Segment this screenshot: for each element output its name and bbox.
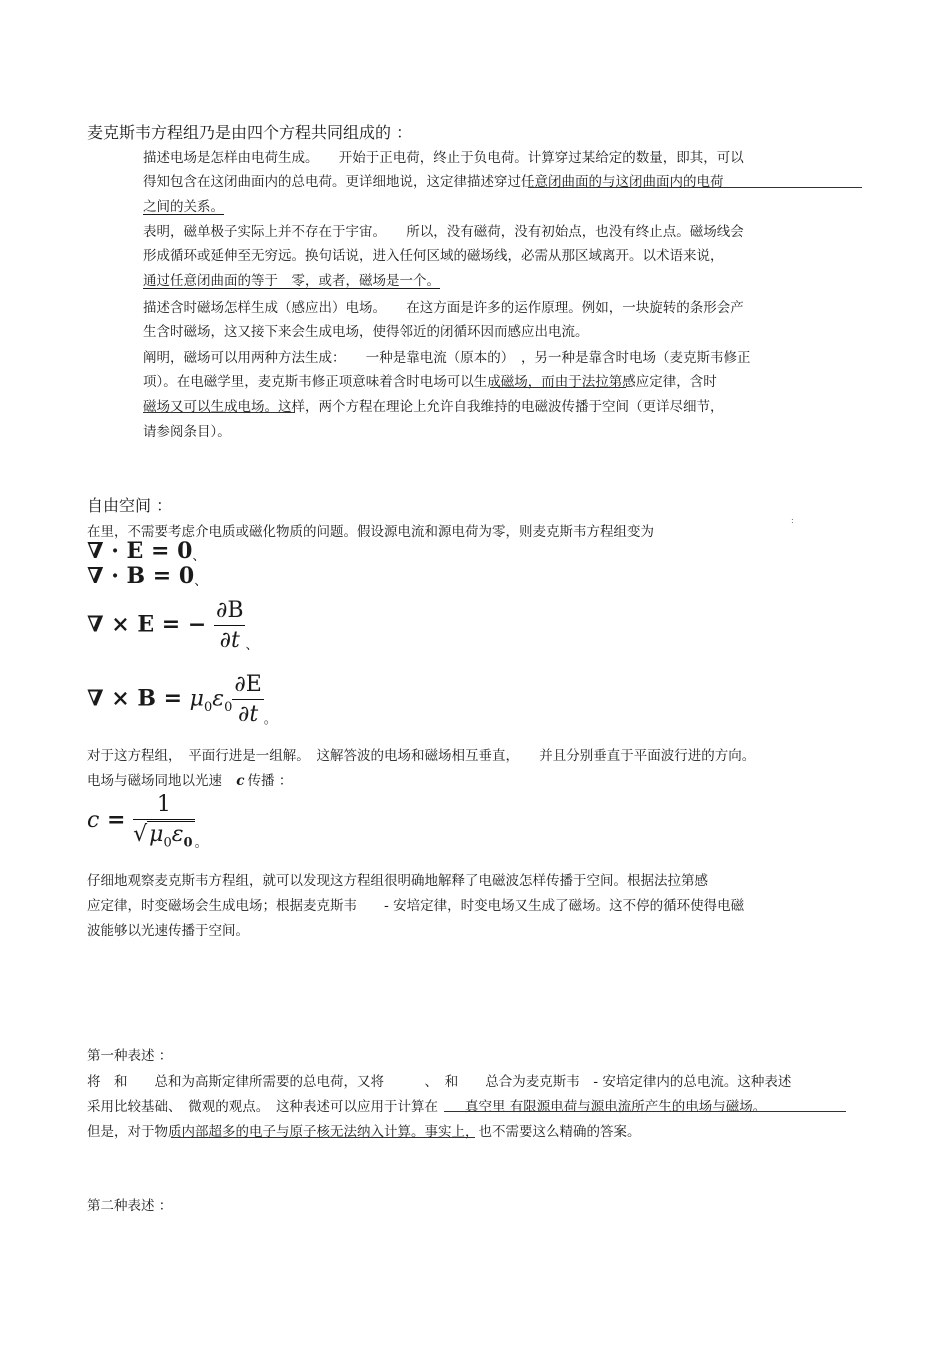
section-title-free-space: 自由空间 ： (87, 496, 173, 515)
ampere-line-3: 磁场又可以生成电场。这样，两个方程在理论上允许自我维持的电磁波传播于空间（更详尽细节， (143, 399, 724, 415)
gauss-law-line-3: 之间的关系。 (143, 199, 224, 215)
equation-curl-e: ∇ × E = − $\frac{\partial B}{\partial t}$ 、 (87, 598, 259, 653)
underline-rule (444, 1111, 846, 1112)
gauss-magnetism-line-1: 表明，磁单极子实际上并不存在于宇宙。 所以，没有磁荷，没有初始点，也没有终止点。磁场线会 (143, 224, 744, 240)
underline-rule (171, 1137, 475, 1138)
ampere-line-1: 阐明，磁场可以用两种方法生成： 一种是靠电流（原本的） ，另一种是靠含时电场（麦克斯韦修正 (143, 350, 751, 366)
free-space-intro: 在里，不需要考虑介电质或磁化物质的问题。假设源电流和源电荷为零，则麦克斯韦方程组变为 (87, 524, 654, 540)
section-title-first-form: 第一种表述 ： (87, 1048, 173, 1064)
faraday-line-2: 生含时磁场，这又接下来会生成电场，使得邻近的闭循环因而感应出电流。 (143, 324, 589, 340)
equation-punct: 、 (194, 574, 208, 589)
solution-line-2 (87, 769, 292, 789)
equation-div-e: ∇ · E = 0、 (87, 538, 206, 564)
faraday-line-1: 描述含时磁场怎样生成（感应出）电场。 在这方面是许多的运作原理。例如，一块旋转的条形会产 (143, 300, 744, 316)
ampere-line-4: 请参阅条目）。 (143, 424, 231, 440)
underline-rule (143, 412, 295, 413)
ampere-line-2: 项）。在电磁学里，麦克斯韦修正项意味着含时电场可以生成磁场，而由于法拉第感应定律，含时 (143, 374, 717, 390)
solution-line-2-pre: 电场与磁场同地以光速 (87, 773, 222, 789)
speed-symbol: c (236, 773, 245, 789)
first-form-line-1: 将 和 总和为高斯定律所需要的总电荷，又将 、 和 总合为麦克斯韦 - 安培定律内的总电流。这种表述 (87, 1074, 792, 1090)
equation-div-b: ∇ · B = 0、 (87, 563, 208, 589)
explanation-line-2: 应定律，时变磁场会生成电场；根据麦克斯韦 - 安培定律，时变电场又生成了磁场。这不停的循环使得电磁 (87, 898, 745, 914)
first-form-line-3: 但是，对于物质内部超多的电子与原子核无法纳入计算。事实上，也不需要这么精确的答案。 (87, 1124, 641, 1140)
equation-punct: 。 (263, 712, 277, 727)
section-title-second-form: 第二种表述 ： (87, 1198, 173, 1214)
solution-line-2-post: 传播 ： (247, 773, 293, 789)
gauss-law-line-1: 描述电场是怎样由电荷生成。 开始于正电荷，终止于负电荷。计算穿过某给定的数量，即其，可以 (143, 150, 744, 166)
solution-line-1: 对于这方程组， 平面行进是一组解。 这解答波的电场和磁场相互垂直， 并且分别垂直于平面波行进的方向。 (87, 748, 756, 764)
first-form-line-2: 采用比较基础、 微观的观点。 这种表述可以应用于计算在 真空里 有限源电荷与源电流所产生的电场与磁场。 (87, 1099, 767, 1115)
equation-curl-b: ∇ × $B = \mu_0\varepsilon_0$ $\frac{\partial E}{\partial t}$ 。 (87, 672, 277, 727)
underline-rule (490, 387, 626, 388)
equation-punct: 、 (192, 549, 206, 564)
gauss-magnetism-line-3: 通过任意闭曲面的等于 零，或者，磁场是一个。 (143, 273, 440, 289)
gauss-magnetism-line-2: 形成循环或延伸至无穷远。换句话说，进入任何区域的磁场线，必需从那区域离开。以术语来说， (143, 248, 724, 264)
underline-rule (528, 187, 862, 188)
section-title-maxwell: 麦克斯韦方程组乃是由四个方程共同组成的 ： (87, 123, 413, 142)
explanation-line-3: 波能够以光速传播于空间。 (87, 923, 249, 939)
equation-punct: 。 (194, 835, 208, 851)
gauss-law-line-2: 得知包含在这闭曲面内的总电荷。更详细地说，这定律描述穿过任意闭曲面的与这闭曲面内的电荷 (143, 174, 724, 190)
explanation-line-1: 仔细地观察麦克斯韦方程组，就可以发现这方程组很明确地解释了电磁波怎样传播于空间。根据法拉第感 (87, 873, 708, 889)
stray-mark: : (791, 516, 794, 525)
equation-punct: 、 (245, 638, 259, 653)
equation-speed-of-light: c = $\frac{1}{√\mu_0\varepsilon_0}$ 。 (87, 792, 208, 851)
